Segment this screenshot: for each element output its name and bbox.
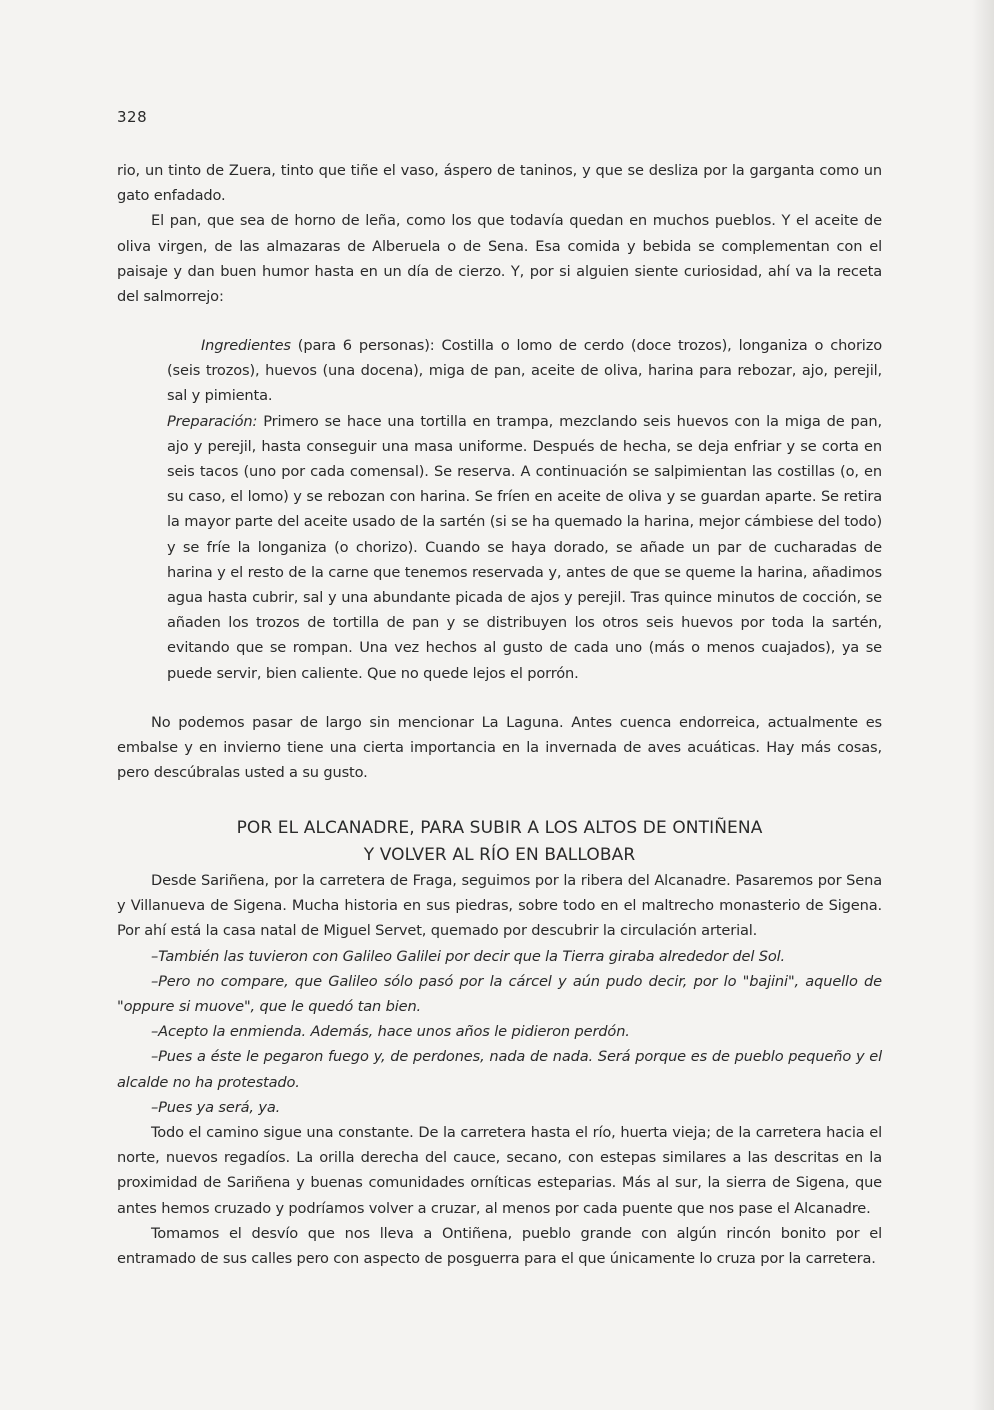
- intro-paragraph-2: El pan, que sea de horno de leña, como los que todavía quedan en muchos pueblos. Y el aceite de oliva virgen, de las almazaras de Alberuela o de Sena. Esa comida y bebida se complementan con el paisaje y dan buen humor hasta en un día de cierzo. Y, por si alguien siente curiosidad, ahí va la receta del salmorrejo:: [117, 212, 882, 306]
- section-paragraph-1: Desde Sariñena, por la carretera de Fraga, seguimos por la ribera del Alcanadre. Pasaremos por Sena y Villanueva de Sigena. Mucha historia en sus piedras, sobre todo en el maltrecho monasterio de Sigena. Por ahí está la casa natal de Miguel Servet, quemado por descubrir la circulación arterial.: [117, 872, 882, 940]
- dialogue-line-2: [117, 969, 882, 1019]
- dialogue-line-1-text: –También las tuvieron con Galileo Galilei por decir que la Tierra giraba alrededor del Sol.: [151, 947, 786, 965]
- intro-text: [117, 158, 882, 309]
- preparation-text: Primero se hace una tortilla en trampa, mezclando seis huevos con la miga de pan, ajo y perejil, hasta conseguir una masa uniforme. Después de hecha, se deja enfriar y se corta en seis tacos (uno por cada comensal). Se reserva. A continuación se salpimientan las costillas (o, en su caso, el lomo) y se rebozan con harina. Se fríen en aceite de oliva y se guardan aparte. Se retira la mayor parte del aceite usado de la sartén (si se ha quemado la harina, mejor cámbiese del todo) y se fríe la longaniza (o chorizo). Cuando se haya dorado, se añade un par de cucharadas de harina y el resto de la carne que tenemos reservada y, antes de que se queme la harina, añadimos agua hasta cubrir, sal y una abundante picada de ajos y perejil. Tras quince minutos de cocción, se añaden los trozos de tortilla de pan y se distribuyen los otros seis huevos por toda la sartén, evitando que se rompan. Una vez hechos al gusto de cada uno (más o menos cuajados), ya se puede servir, bien caliente. Que no quede lejos el porrón.: [167, 412, 882, 682]
- laguna-text: [117, 710, 882, 786]
- ingredients-text: (para 6 personas): Costilla o lomo de cerdo (doce trozos), longaniza o chorizo (seis trozos), huevos (una docena), miga de pan, aceite de oliva, harina para rebozar, ajo, perejil, sal y pimienta.: [167, 337, 882, 405]
- section-paragraph-2: Todo el camino sigue una constante. De la carretera hasta el río, huerta vieja; de la carretera hacia el norte, nuevos regadíos. La orilla derecha del cauce, secano, con estepas similares a las descritas en la proximidad de Sariñena y buenas comunidades orníticas esteparias. Más al sur, la sierra de Sigena, que antes hemos cruzado y podríamos volver a cruzar, al menos por cada puente que nos pase el Alcanadre.: [117, 1124, 882, 1217]
- dialogue-line-4-text: –Pues a éste le pegaron fuego y, de perdones, nada de nada. Será porque es de pueblo pequeño y el alcalde no ha protestado.: [117, 1048, 882, 1091]
- dialogue-line-3: [117, 1019, 882, 1044]
- dialogue-line-4: [117, 1044, 882, 1094]
- section-paragraph-3: Tomamos el desvío que nos lleva a Ontiñena, pueblo grande con algún rincón bonito por el entramado de sus calles pero con aspecto de posguerra para el que únicamente lo cruza por la carretera.: [117, 1224, 882, 1268]
- page-number: 328: [117, 108, 148, 126]
- section-heading: [117, 815, 882, 869]
- page-edge-shadow: [972, 0, 994, 1410]
- dialogue-line-5: [117, 1095, 882, 1120]
- ingredients-label: Ingredientes: [201, 337, 291, 354]
- section-text: [117, 868, 882, 1271]
- recipe-preparation: [167, 409, 882, 686]
- recipe-block: [167, 333, 882, 686]
- dialogue-line-2-text: –Pero no compare, que Galileo sólo pasó por la cárcel y aún pudo decir, por lo "bajini", aquello de "oppure si muove", que le quedó tan bien.: [117, 972, 882, 1016]
- laguna-paragraph: No podemos pasar de largo sin mencionar La Laguna. Antes cuenca endorreica, actualmente es embalse y en invierno tiene una cierta importancia en la invernada de aves acuáticas. Hay más cosas, pero descúbralas usted a su gusto.: [117, 714, 882, 782]
- dialogue-line-1: [117, 944, 882, 969]
- section-heading-line-2: Y VOLVER AL RÍO EN BALLOBAR: [363, 845, 636, 865]
- recipe-ingredients: [167, 333, 882, 409]
- dialogue-line-3-text: –Acepto la enmienda. Además, hace unos años le pidieron perdón.: [151, 1023, 630, 1041]
- section-heading-line-1: POR EL ALCANADRE, PARA SUBIR A LOS ALTOS DE ONTIÑENA: [236, 818, 763, 838]
- dialogue-line-5-text: –Pues ya será, ya.: [151, 1098, 281, 1116]
- intro-paragraph-1: rio, un tinto de Zuera, tinto que tiñe el vaso, áspero de taninos, y que se desliza por la garganta como un gato enfadado.: [117, 162, 882, 205]
- preparation-label: Preparación:: [167, 412, 258, 430]
